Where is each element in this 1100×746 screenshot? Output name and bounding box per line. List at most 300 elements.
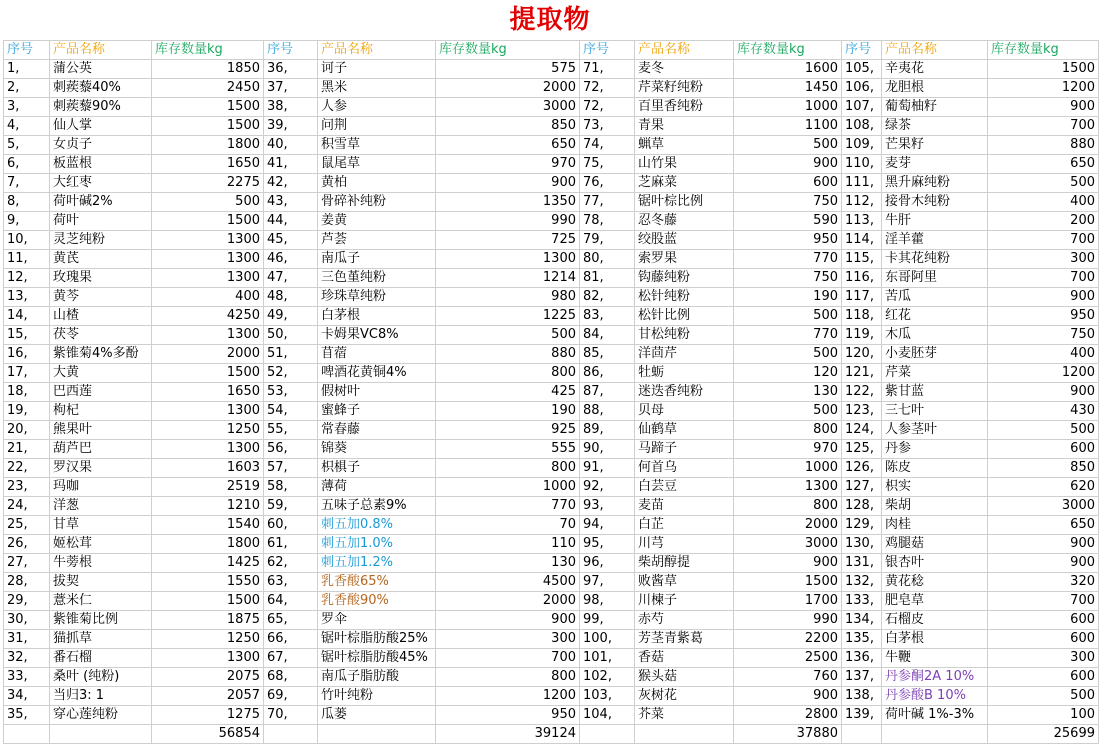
empty-cell[interactable] bbox=[580, 725, 635, 744]
product-name-cell[interactable]: 当归3: 1 bbox=[50, 687, 152, 706]
row-index-cell[interactable]: 30, bbox=[4, 611, 50, 630]
product-name-cell[interactable]: 鼠尾草 bbox=[318, 155, 436, 174]
row-index-cell[interactable]: 29, bbox=[4, 592, 50, 611]
row-index-cell[interactable]: 47, bbox=[264, 269, 318, 288]
stock-qty-cell[interactable]: 1300 bbox=[152, 440, 264, 459]
stock-qty-cell[interactable]: 1200 bbox=[988, 79, 1099, 98]
row-index-cell[interactable]: 68, bbox=[264, 668, 318, 687]
row-index-cell[interactable]: 33, bbox=[4, 668, 50, 687]
product-name-cell[interactable]: 小麦胚芽 bbox=[882, 345, 988, 364]
row-index-cell[interactable]: 138, bbox=[842, 687, 882, 706]
product-name-cell[interactable]: 积雪草 bbox=[318, 136, 436, 155]
row-index-cell[interactable]: 130, bbox=[842, 535, 882, 554]
row-index-cell[interactable]: 118, bbox=[842, 307, 882, 326]
stock-qty-cell[interactable]: 3000 bbox=[734, 535, 842, 554]
stock-qty-cell[interactable]: 650 bbox=[988, 516, 1099, 535]
row-index-cell[interactable]: 87, bbox=[580, 383, 635, 402]
stock-qty-cell[interactable]: 700 bbox=[988, 231, 1099, 250]
stock-qty-cell[interactable]: 800 bbox=[436, 459, 580, 478]
product-name-cell[interactable]: 南瓜子脂肪酸 bbox=[318, 668, 436, 687]
stock-qty-cell[interactable]: 575 bbox=[436, 60, 580, 79]
header-product-name[interactable]: 产品名称 bbox=[635, 41, 734, 60]
product-name-cell[interactable]: 葡萄柚籽 bbox=[882, 98, 988, 117]
product-name-cell[interactable]: 刺五加1.2% bbox=[318, 554, 436, 573]
product-name-cell[interactable]: 猫抓草 bbox=[50, 630, 152, 649]
product-name-cell[interactable]: 锦葵 bbox=[318, 440, 436, 459]
stock-qty-cell[interactable]: 500 bbox=[152, 193, 264, 212]
row-index-cell[interactable]: 42, bbox=[264, 174, 318, 193]
row-index-cell[interactable]: 108, bbox=[842, 117, 882, 136]
product-name-cell[interactable]: 龙胆根 bbox=[882, 79, 988, 98]
product-name-cell[interactable]: 芹菜籽纯粉 bbox=[635, 79, 734, 98]
stock-qty-cell[interactable]: 1650 bbox=[152, 383, 264, 402]
row-index-cell[interactable]: 37, bbox=[264, 79, 318, 98]
stock-qty-cell[interactable]: 120 bbox=[734, 364, 842, 383]
row-index-cell[interactable]: 49, bbox=[264, 307, 318, 326]
product-name-cell[interactable]: 蜜蜂子 bbox=[318, 402, 436, 421]
product-name-cell[interactable]: 玫瑰果 bbox=[50, 269, 152, 288]
stock-qty-cell[interactable]: 2075 bbox=[152, 668, 264, 687]
row-index-cell[interactable]: 10, bbox=[4, 231, 50, 250]
product-name-cell[interactable]: 洋茴芹 bbox=[635, 345, 734, 364]
product-name-cell[interactable]: 山竹果 bbox=[635, 155, 734, 174]
stock-qty-cell[interactable]: 700 bbox=[988, 117, 1099, 136]
product-name-cell[interactable]: 东哥阿里 bbox=[882, 269, 988, 288]
product-name-cell[interactable]: 白芸豆 bbox=[635, 478, 734, 497]
row-index-cell[interactable]: 20, bbox=[4, 421, 50, 440]
product-name-cell[interactable]: 忍冬藤 bbox=[635, 212, 734, 231]
product-name-cell[interactable]: 人参茎叶 bbox=[882, 421, 988, 440]
product-name-cell[interactable]: 薏米仁 bbox=[50, 592, 152, 611]
stock-qty-cell[interactable]: 3000 bbox=[988, 497, 1099, 516]
product-name-cell[interactable]: 芦荟 bbox=[318, 231, 436, 250]
row-index-cell[interactable]: 113, bbox=[842, 212, 882, 231]
product-name-cell[interactable]: 猴头菇 bbox=[635, 668, 734, 687]
row-index-cell[interactable]: 89, bbox=[580, 421, 635, 440]
row-index-cell[interactable]: 35, bbox=[4, 706, 50, 725]
row-index-cell[interactable]: 106, bbox=[842, 79, 882, 98]
row-index-cell[interactable]: 9, bbox=[4, 212, 50, 231]
stock-qty-cell[interactable]: 900 bbox=[734, 687, 842, 706]
product-name-cell[interactable]: 乳香酸65% bbox=[318, 573, 436, 592]
stock-qty-cell[interactable]: 2057 bbox=[152, 687, 264, 706]
product-name-cell[interactable]: 南瓜子 bbox=[318, 250, 436, 269]
row-index-cell[interactable]: 45, bbox=[264, 231, 318, 250]
stock-qty-cell[interactable]: 600 bbox=[988, 668, 1099, 687]
stock-qty-cell[interactable]: 850 bbox=[436, 117, 580, 136]
stock-qty-cell[interactable]: 900 bbox=[734, 554, 842, 573]
stock-qty-cell[interactable]: 770 bbox=[436, 497, 580, 516]
product-name-cell[interactable]: 洋葱 bbox=[50, 497, 152, 516]
stock-qty-cell[interactable]: 600 bbox=[988, 630, 1099, 649]
stock-qty-cell[interactable]: 800 bbox=[436, 364, 580, 383]
stock-qty-cell[interactable]: 1300 bbox=[152, 402, 264, 421]
stock-qty-cell[interactable]: 4250 bbox=[152, 307, 264, 326]
row-index-cell[interactable]: 80, bbox=[580, 250, 635, 269]
product-name-cell[interactable]: 百里香纯粉 bbox=[635, 98, 734, 117]
stock-qty-cell[interactable]: 130 bbox=[734, 383, 842, 402]
stock-qty-cell[interactable]: 1875 bbox=[152, 611, 264, 630]
product-name-cell[interactable]: 荷叶碱2% bbox=[50, 193, 152, 212]
product-name-cell[interactable]: 黑米 bbox=[318, 79, 436, 98]
row-index-cell[interactable]: 107, bbox=[842, 98, 882, 117]
product-name-cell[interactable]: 刺蒺藜40% bbox=[50, 79, 152, 98]
product-name-cell[interactable]: 五味子总素9% bbox=[318, 497, 436, 516]
stock-qty-cell[interactable]: 1603 bbox=[152, 459, 264, 478]
header-product-name[interactable]: 产品名称 bbox=[50, 41, 152, 60]
stock-qty-cell[interactable]: 1100 bbox=[734, 117, 842, 136]
empty-cell[interactable] bbox=[4, 725, 50, 744]
stock-qty-cell[interactable]: 500 bbox=[988, 687, 1099, 706]
row-index-cell[interactable]: 12, bbox=[4, 269, 50, 288]
row-index-cell[interactable]: 53, bbox=[264, 383, 318, 402]
stock-qty-cell[interactable]: 900 bbox=[988, 383, 1099, 402]
row-index-cell[interactable]: 52, bbox=[264, 364, 318, 383]
product-name-cell[interactable]: 桑叶 (纯粉) bbox=[50, 668, 152, 687]
stock-qty-cell[interactable]: 110 bbox=[436, 535, 580, 554]
product-name-cell[interactable]: 青果 bbox=[635, 117, 734, 136]
row-index-cell[interactable]: 25, bbox=[4, 516, 50, 535]
row-index-cell[interactable]: 90, bbox=[580, 440, 635, 459]
product-name-cell[interactable]: 松针纯粉 bbox=[635, 288, 734, 307]
stock-qty-cell[interactable]: 1650 bbox=[152, 155, 264, 174]
product-name-cell[interactable]: 牛肝 bbox=[882, 212, 988, 231]
row-index-cell[interactable]: 129, bbox=[842, 516, 882, 535]
row-index-cell[interactable]: 100, bbox=[580, 630, 635, 649]
product-name-cell[interactable]: 钩藤纯粉 bbox=[635, 269, 734, 288]
row-index-cell[interactable]: 99, bbox=[580, 611, 635, 630]
product-name-cell[interactable]: 锯叶棕比例 bbox=[635, 193, 734, 212]
stock-qty-cell[interactable]: 1250 bbox=[152, 630, 264, 649]
product-name-cell[interactable]: 石榴皮 bbox=[882, 611, 988, 630]
row-index-cell[interactable]: 3, bbox=[4, 98, 50, 117]
stock-qty-cell[interactable]: 590 bbox=[734, 212, 842, 231]
stock-qty-cell[interactable]: 500 bbox=[734, 345, 842, 364]
stock-qty-cell[interactable]: 800 bbox=[436, 668, 580, 687]
stock-qty-cell[interactable]: 1500 bbox=[152, 98, 264, 117]
product-name-cell[interactable]: 甘草 bbox=[50, 516, 152, 535]
product-name-cell[interactable]: 柴胡醇提 bbox=[635, 554, 734, 573]
product-name-cell[interactable]: 锯叶棕脂肪酸45% bbox=[318, 649, 436, 668]
stock-qty-cell[interactable]: 70 bbox=[436, 516, 580, 535]
product-name-cell[interactable]: 灰树花 bbox=[635, 687, 734, 706]
stock-qty-cell[interactable]: 970 bbox=[734, 440, 842, 459]
stock-qty-cell[interactable]: 925 bbox=[436, 421, 580, 440]
product-name-cell[interactable]: 黄芪 bbox=[50, 250, 152, 269]
stock-qty-cell[interactable]: 1800 bbox=[152, 535, 264, 554]
product-name-cell[interactable]: 芝麻菜 bbox=[635, 174, 734, 193]
row-index-cell[interactable]: 1, bbox=[4, 60, 50, 79]
product-name-cell[interactable]: 姬松茸 bbox=[50, 535, 152, 554]
row-index-cell[interactable]: 73, bbox=[580, 117, 635, 136]
row-index-cell[interactable]: 21, bbox=[4, 440, 50, 459]
row-index-cell[interactable]: 110, bbox=[842, 155, 882, 174]
product-name-cell[interactable]: 紫锥菊比例 bbox=[50, 611, 152, 630]
product-name-cell[interactable]: 瓜蒌 bbox=[318, 706, 436, 725]
product-name-cell[interactable]: 苦瓜 bbox=[882, 288, 988, 307]
stock-qty-cell[interactable]: 1200 bbox=[988, 364, 1099, 383]
product-name-cell[interactable]: 牡蛎 bbox=[635, 364, 734, 383]
stock-qty-cell[interactable]: 300 bbox=[988, 250, 1099, 269]
product-name-cell[interactable]: 巴西莲 bbox=[50, 383, 152, 402]
product-name-cell[interactable]: 紫甘蓝 bbox=[882, 383, 988, 402]
stock-qty-cell[interactable]: 900 bbox=[436, 611, 580, 630]
product-name-cell[interactable]: 卡姆果VC8% bbox=[318, 326, 436, 345]
product-name-cell[interactable]: 何首乌 bbox=[635, 459, 734, 478]
stock-qty-cell[interactable]: 1300 bbox=[436, 250, 580, 269]
row-index-cell[interactable]: 128, bbox=[842, 497, 882, 516]
header-index[interactable]: 序号 bbox=[4, 41, 50, 60]
product-name-cell[interactable]: 大黄 bbox=[50, 364, 152, 383]
row-index-cell[interactable]: 69, bbox=[264, 687, 318, 706]
product-name-cell[interactable]: 麦苗 bbox=[635, 497, 734, 516]
product-name-cell[interactable]: 大红枣 bbox=[50, 174, 152, 193]
row-index-cell[interactable]: 78, bbox=[580, 212, 635, 231]
product-name-cell[interactable]: 辛夷花 bbox=[882, 60, 988, 79]
stock-qty-cell[interactable]: 2000 bbox=[436, 79, 580, 98]
row-index-cell[interactable]: 81, bbox=[580, 269, 635, 288]
product-name-cell[interactable]: 仙鹤草 bbox=[635, 421, 734, 440]
product-name-cell[interactable]: 仙人掌 bbox=[50, 117, 152, 136]
product-name-cell[interactable]: 白芷 bbox=[635, 516, 734, 535]
product-name-cell[interactable]: 荷叶 bbox=[50, 212, 152, 231]
stock-qty-cell[interactable]: 200 bbox=[988, 212, 1099, 231]
row-index-cell[interactable]: 50, bbox=[264, 326, 318, 345]
row-index-cell[interactable]: 134, bbox=[842, 611, 882, 630]
empty-cell[interactable] bbox=[635, 725, 734, 744]
product-name-cell[interactable]: 银杏叶 bbox=[882, 554, 988, 573]
block-total-cell[interactable]: 37880 bbox=[734, 725, 842, 744]
stock-qty-cell[interactable]: 750 bbox=[734, 269, 842, 288]
stock-qty-cell[interactable]: 1500 bbox=[152, 117, 264, 136]
row-index-cell[interactable]: 126, bbox=[842, 459, 882, 478]
product-name-cell[interactable]: 三色堇纯粉 bbox=[318, 269, 436, 288]
product-name-cell[interactable]: 柴胡 bbox=[882, 497, 988, 516]
product-name-cell[interactable]: 刺五加0.8% bbox=[318, 516, 436, 535]
stock-qty-cell[interactable]: 1275 bbox=[152, 706, 264, 725]
block-total-cell[interactable]: 39124 bbox=[436, 725, 580, 744]
row-index-cell[interactable]: 5, bbox=[4, 136, 50, 155]
product-name-cell[interactable]: 玛咖 bbox=[50, 478, 152, 497]
product-name-cell[interactable]: 啤酒花黄铜4% bbox=[318, 364, 436, 383]
stock-qty-cell[interactable]: 2200 bbox=[734, 630, 842, 649]
row-index-cell[interactable]: 125, bbox=[842, 440, 882, 459]
stock-qty-cell[interactable]: 900 bbox=[988, 288, 1099, 307]
row-index-cell[interactable]: 103, bbox=[580, 687, 635, 706]
row-index-cell[interactable]: 44, bbox=[264, 212, 318, 231]
stock-qty-cell[interactable]: 1000 bbox=[734, 98, 842, 117]
product-name-cell[interactable]: 芹菜 bbox=[882, 364, 988, 383]
row-index-cell[interactable]: 97, bbox=[580, 573, 635, 592]
stock-qty-cell[interactable]: 500 bbox=[734, 136, 842, 155]
row-index-cell[interactable]: 117, bbox=[842, 288, 882, 307]
product-name-cell[interactable]: 骨碎补纯粉 bbox=[318, 193, 436, 212]
stock-qty-cell[interactable]: 1500 bbox=[734, 573, 842, 592]
product-name-cell[interactable]: 牛蒡根 bbox=[50, 554, 152, 573]
product-name-cell[interactable]: 芳茎青紫葛 bbox=[635, 630, 734, 649]
product-name-cell[interactable]: 问荆 bbox=[318, 117, 436, 136]
product-name-cell[interactable]: 芒果籽 bbox=[882, 136, 988, 155]
stock-qty-cell[interactable]: 900 bbox=[988, 535, 1099, 554]
stock-qty-cell[interactable]: 130 bbox=[436, 554, 580, 573]
stock-qty-cell[interactable]: 1300 bbox=[152, 231, 264, 250]
row-index-cell[interactable]: 31, bbox=[4, 630, 50, 649]
product-name-cell[interactable]: 人参 bbox=[318, 98, 436, 117]
stock-qty-cell[interactable]: 880 bbox=[436, 345, 580, 364]
stock-qty-cell[interactable]: 1500 bbox=[988, 60, 1099, 79]
row-index-cell[interactable]: 57, bbox=[264, 459, 318, 478]
stock-qty-cell[interactable]: 1350 bbox=[436, 193, 580, 212]
stock-qty-cell[interactable]: 2500 bbox=[734, 649, 842, 668]
product-name-cell[interactable]: 竹叶纯粉 bbox=[318, 687, 436, 706]
product-name-cell[interactable]: 锯叶棕脂肪酸25% bbox=[318, 630, 436, 649]
product-name-cell[interactable]: 鸡腿菇 bbox=[882, 535, 988, 554]
empty-cell[interactable] bbox=[882, 725, 988, 744]
row-index-cell[interactable]: 120, bbox=[842, 345, 882, 364]
header-stock-qty[interactable]: 库存数量kg bbox=[734, 41, 842, 60]
row-index-cell[interactable]: 38, bbox=[264, 98, 318, 117]
stock-qty-cell[interactable]: 1200 bbox=[436, 687, 580, 706]
stock-qty-cell[interactable]: 1800 bbox=[152, 136, 264, 155]
product-name-cell[interactable]: 黄芩 bbox=[50, 288, 152, 307]
row-index-cell[interactable]: 61, bbox=[264, 535, 318, 554]
product-name-cell[interactable]: 卡其花纯粉 bbox=[882, 250, 988, 269]
row-index-cell[interactable]: 116, bbox=[842, 269, 882, 288]
stock-qty-cell[interactable]: 1000 bbox=[436, 478, 580, 497]
row-index-cell[interactable]: 122, bbox=[842, 383, 882, 402]
stock-qty-cell[interactable]: 980 bbox=[436, 288, 580, 307]
row-index-cell[interactable]: 105, bbox=[842, 60, 882, 79]
row-index-cell[interactable]: 98, bbox=[580, 592, 635, 611]
stock-qty-cell[interactable]: 650 bbox=[988, 155, 1099, 174]
product-name-cell[interactable]: 蒲公英 bbox=[50, 60, 152, 79]
stock-qty-cell[interactable]: 400 bbox=[988, 345, 1099, 364]
stock-qty-cell[interactable]: 2275 bbox=[152, 174, 264, 193]
row-index-cell[interactable]: 132, bbox=[842, 573, 882, 592]
product-name-cell[interactable]: 芥菜 bbox=[635, 706, 734, 725]
row-index-cell[interactable]: 11, bbox=[4, 250, 50, 269]
stock-qty-cell[interactable]: 750 bbox=[734, 193, 842, 212]
row-index-cell[interactable]: 15, bbox=[4, 326, 50, 345]
stock-qty-cell[interactable]: 190 bbox=[734, 288, 842, 307]
product-name-cell[interactable]: 赤芍 bbox=[635, 611, 734, 630]
product-name-cell[interactable]: 白茅根 bbox=[882, 630, 988, 649]
empty-cell[interactable] bbox=[264, 725, 318, 744]
stock-qty-cell[interactable]: 300 bbox=[988, 649, 1099, 668]
row-index-cell[interactable]: 109, bbox=[842, 136, 882, 155]
row-index-cell[interactable]: 54, bbox=[264, 402, 318, 421]
empty-cell[interactable] bbox=[318, 725, 436, 744]
product-name-cell[interactable]: 木瓜 bbox=[882, 326, 988, 345]
product-name-cell[interactable]: 葫芦巴 bbox=[50, 440, 152, 459]
stock-qty-cell[interactable]: 1000 bbox=[734, 459, 842, 478]
row-index-cell[interactable]: 32, bbox=[4, 649, 50, 668]
product-name-cell[interactable]: 松针比例 bbox=[635, 307, 734, 326]
product-name-cell[interactable]: 枳椇子 bbox=[318, 459, 436, 478]
product-name-cell[interactable]: 拔契 bbox=[50, 573, 152, 592]
product-name-cell[interactable]: 马蹄子 bbox=[635, 440, 734, 459]
product-name-cell[interactable]: 肉桂 bbox=[882, 516, 988, 535]
product-name-cell[interactable]: 茯苓 bbox=[50, 326, 152, 345]
row-index-cell[interactable]: 88, bbox=[580, 402, 635, 421]
row-index-cell[interactable]: 70, bbox=[264, 706, 318, 725]
stock-qty-cell[interactable]: 1425 bbox=[152, 554, 264, 573]
stock-qty-cell[interactable]: 100 bbox=[988, 706, 1099, 725]
header-product-name[interactable]: 产品名称 bbox=[318, 41, 436, 60]
stock-qty-cell[interactable]: 990 bbox=[436, 212, 580, 231]
product-name-cell[interactable]: 诃子 bbox=[318, 60, 436, 79]
empty-cell[interactable] bbox=[842, 725, 882, 744]
row-index-cell[interactable]: 75, bbox=[580, 155, 635, 174]
row-index-cell[interactable]: 40, bbox=[264, 136, 318, 155]
row-index-cell[interactable]: 86, bbox=[580, 364, 635, 383]
row-index-cell[interactable]: 17, bbox=[4, 364, 50, 383]
row-index-cell[interactable]: 85, bbox=[580, 345, 635, 364]
row-index-cell[interactable]: 60, bbox=[264, 516, 318, 535]
row-index-cell[interactable]: 111, bbox=[842, 174, 882, 193]
stock-qty-cell[interactable]: 600 bbox=[734, 174, 842, 193]
row-index-cell[interactable]: 74, bbox=[580, 136, 635, 155]
product-name-cell[interactable]: 罗伞 bbox=[318, 611, 436, 630]
row-index-cell[interactable]: 56, bbox=[264, 440, 318, 459]
stock-qty-cell[interactable]: 430 bbox=[988, 402, 1099, 421]
product-name-cell[interactable]: 淫羊藿 bbox=[882, 231, 988, 250]
stock-qty-cell[interactable]: 770 bbox=[734, 326, 842, 345]
stock-qty-cell[interactable]: 1450 bbox=[734, 79, 842, 98]
product-name-cell[interactable]: 绿茶 bbox=[882, 117, 988, 136]
stock-qty-cell[interactable]: 1700 bbox=[734, 592, 842, 611]
stock-qty-cell[interactable]: 1300 bbox=[152, 250, 264, 269]
stock-qty-cell[interactable]: 620 bbox=[988, 478, 1099, 497]
product-name-cell[interactable]: 肥皂草 bbox=[882, 592, 988, 611]
product-name-cell[interactable]: 丹参 bbox=[882, 440, 988, 459]
stock-qty-cell[interactable]: 300 bbox=[436, 630, 580, 649]
stock-qty-cell[interactable]: 900 bbox=[734, 155, 842, 174]
stock-qty-cell[interactable]: 1600 bbox=[734, 60, 842, 79]
product-name-cell[interactable]: 常春藤 bbox=[318, 421, 436, 440]
row-index-cell[interactable]: 101, bbox=[580, 649, 635, 668]
product-name-cell[interactable]: 黄柏 bbox=[318, 174, 436, 193]
stock-qty-cell[interactable]: 400 bbox=[988, 193, 1099, 212]
product-name-cell[interactable]: 黑升麻纯粉 bbox=[882, 174, 988, 193]
stock-qty-cell[interactable]: 2000 bbox=[734, 516, 842, 535]
product-name-cell[interactable]: 丹参酸B 10% bbox=[882, 687, 988, 706]
stock-qty-cell[interactable]: 700 bbox=[988, 269, 1099, 288]
row-index-cell[interactable]: 94, bbox=[580, 516, 635, 535]
row-index-cell[interactable]: 26, bbox=[4, 535, 50, 554]
product-name-cell[interactable]: 麦冬 bbox=[635, 60, 734, 79]
row-index-cell[interactable]: 112, bbox=[842, 193, 882, 212]
row-index-cell[interactable]: 13, bbox=[4, 288, 50, 307]
product-name-cell[interactable]: 丹参酮2A 10% bbox=[882, 668, 988, 687]
row-index-cell[interactable]: 63, bbox=[264, 573, 318, 592]
product-name-cell[interactable]: 灵芝纯粉 bbox=[50, 231, 152, 250]
stock-qty-cell[interactable]: 750 bbox=[988, 326, 1099, 345]
stock-qty-cell[interactable]: 2000 bbox=[152, 345, 264, 364]
row-index-cell[interactable]: 62, bbox=[264, 554, 318, 573]
row-index-cell[interactable]: 7, bbox=[4, 174, 50, 193]
product-name-cell[interactable]: 紫锥菊4%多酚 bbox=[50, 345, 152, 364]
stock-qty-cell[interactable]: 970 bbox=[436, 155, 580, 174]
row-index-cell[interactable]: 136, bbox=[842, 649, 882, 668]
stock-qty-cell[interactable]: 1300 bbox=[734, 478, 842, 497]
row-index-cell[interactable]: 133, bbox=[842, 592, 882, 611]
row-index-cell[interactable]: 22, bbox=[4, 459, 50, 478]
stock-qty-cell[interactable]: 600 bbox=[988, 611, 1099, 630]
row-index-cell[interactable]: 114, bbox=[842, 231, 882, 250]
row-index-cell[interactable]: 135, bbox=[842, 630, 882, 649]
product-name-cell[interactable]: 三七叶 bbox=[882, 402, 988, 421]
